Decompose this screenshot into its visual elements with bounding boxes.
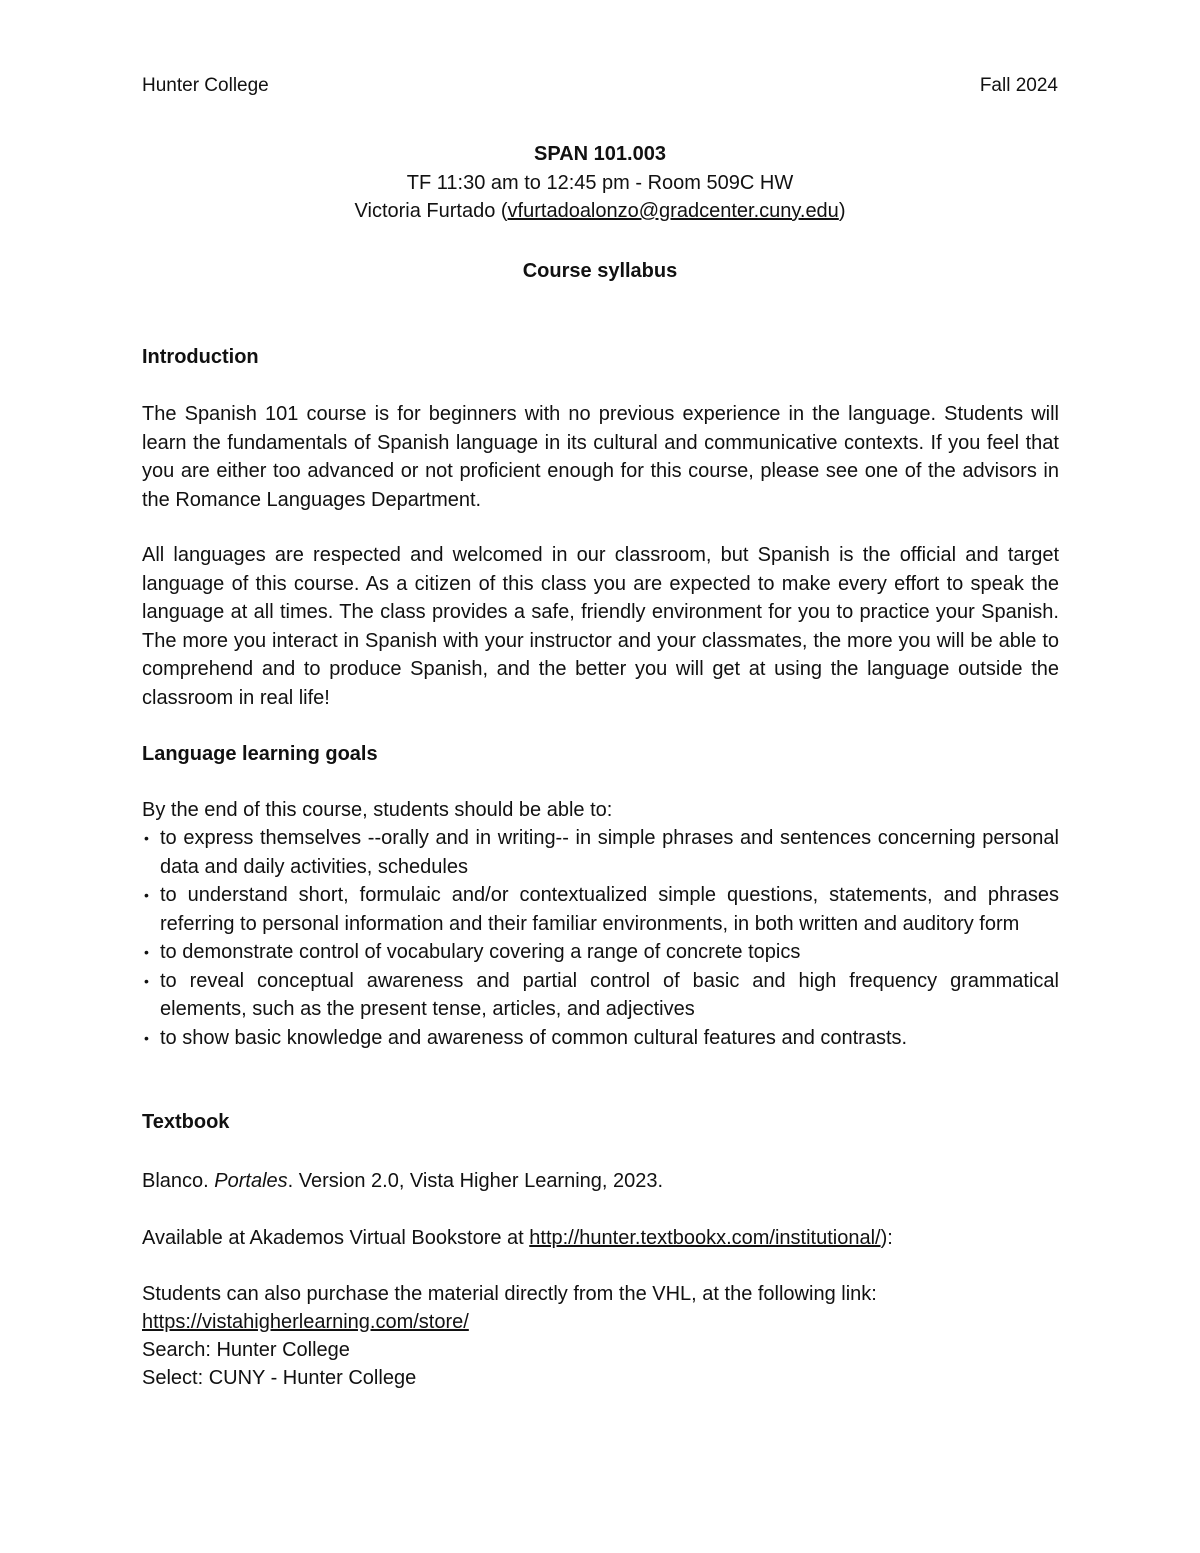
vhl-store-link[interactable]: https://vistahigherlearning.com/store/ [142, 1311, 469, 1333]
header-college: Hunter College [142, 75, 269, 96]
vhl-select-instruction: Select: CUNY - Hunter College [142, 1367, 417, 1389]
goal-text: to express themselves --orally and in writing-- in simple phrases and sentences concerning personal data and daily activities, schedules [160, 827, 1059, 878]
citation-author: Blanco. [142, 1170, 215, 1192]
goal-item [142, 938, 1059, 967]
instructor-email-link[interactable]: vfurtadoalonzo@gradcenter.cuny.edu [507, 200, 839, 222]
bookstore-suffix: ): [880, 1227, 893, 1249]
bullet-icon: • [144, 830, 149, 846]
vhl-search-instruction: Search: Hunter College [142, 1339, 350, 1361]
introduction-paragraph-2: All languages are respected and welcomed in our classroom, but Spanish is the official and target language of this course. As a citizen of this class you are expected to make every effort to speak the language at all times. The class provides a safe, friendly environment for you to practice your Spanish. The more you interact in Spanish with your instructor and your classmates, the more you will be able to comprehend and to produce Spanish, and the better you will get at using the language outside the classroom in real life! [142, 544, 1059, 709]
instructor-name: Victoria Furtado ( [354, 200, 508, 222]
header-term: Fall 2024 [979, 75, 1058, 96]
goal-item [142, 824, 1059, 881]
vhl-text: Students can also purchase the material directly from the VHL, at the following link: [142, 1283, 877, 1305]
bullet-icon: • [144, 1029, 149, 1046]
goal-text: to understand short, formulaic and/or contextualized simple questions, statements, and phrases referring to personal information and their familiar environments, in both written and auditory form [160, 884, 1059, 935]
introduction-paragraph-1: The Spanish 101 course is for beginners with no previous experience in the language. Students will learn the fundamentals of Spanish language in its cultural and communicative contexts. If you feel that you are either too advanced or not proficient enough for this course, please see one of the advisors in the Romance Languages Department. [142, 403, 1059, 511]
goal-text: to demonstrate control of vocabulary covering a range of concrete topics [160, 941, 801, 963]
goal-text: to show basic knowledge and awareness of common cultural features and contrasts. [160, 1026, 908, 1049]
citation-rest: . Version 2.0, Vista Higher Learning, 2023. [287, 1170, 664, 1192]
bookstore-line [142, 1224, 1059, 1253]
textbook-heading: Textbook [142, 1111, 230, 1133]
vhl-link-line [142, 1308, 1059, 1337]
instructor-line [0, 197, 1200, 226]
doc-title: Course syllabus [522, 260, 678, 282]
bookstore-link[interactable]: http://hunter.textbookx.com/institutional/ [529, 1227, 881, 1249]
goal-item [142, 881, 1059, 938]
bullet-icon: • [144, 887, 149, 903]
goals-list [142, 824, 1059, 1052]
goal-text: to reveal conceptual awareness and partial control of basic and high frequency grammatical elements, such as the present tense, articles, and adjectives [160, 969, 1059, 1020]
course-schedule: TF 11:30 am to 12:45 pm - Room 509C HW [406, 172, 794, 194]
introduction-heading: Introduction [142, 346, 259, 368]
citation-title: Portales [214, 1170, 288, 1192]
goals-heading: Language learning goals [142, 743, 378, 765]
instructor-close-paren: ) [838, 200, 846, 222]
goal-item [142, 967, 1059, 1024]
bullet-icon: • [144, 944, 149, 960]
course-code: SPAN 101.003 [534, 143, 666, 165]
bookstore-prefix: Available at Akademos Virtual Bookstore at [142, 1227, 530, 1249]
textbook-citation [142, 1167, 1059, 1196]
goals-intro: By the end of this course, students should be able to: [142, 799, 613, 821]
bullet-icon: • [144, 972, 149, 989]
goal-item [142, 1024, 1059, 1053]
